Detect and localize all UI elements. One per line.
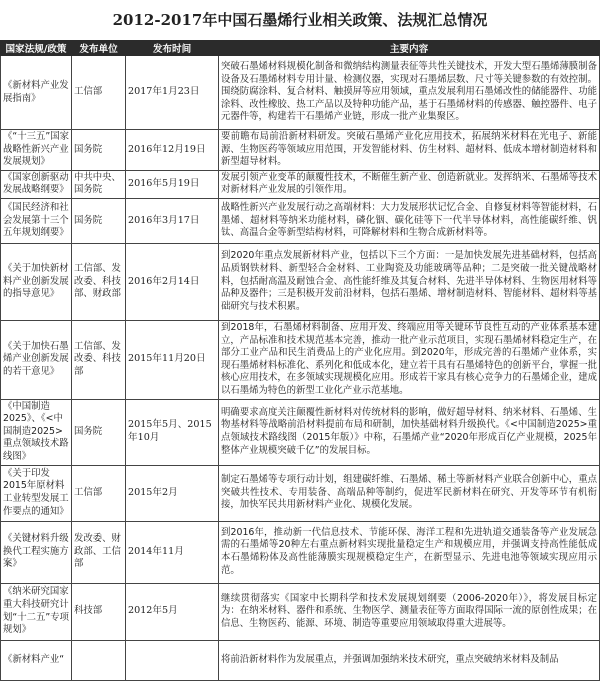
table-header — [1, 41, 600, 56]
table-row — [1, 170, 600, 198]
policy-cell: 《“十三五”国家战略性新兴产业发展规划》 — [1, 130, 72, 171]
header-policy: 国家法规/政策 — [1, 41, 72, 56]
policy-cell: 《关于加快新材料产业创新发展的指导意见》 — [1, 243, 72, 320]
date-cell: 2015年11月20日 — [126, 320, 219, 399]
table-row — [1, 399, 600, 465]
table-row — [1, 198, 600, 243]
header-date: 发布时间 — [126, 41, 219, 56]
content-cell: 到2016年，推动新一代信息技术、节能环保、海洋工程和先进轨道交通装备等产业发展急需的石墨烯等20种左右重点新材料实现批量稳定生产和规模应用，并强调支持高性能低成本石墨烯粉体及高性能薄膜实现规模稳定生产，在新型显示、先进电池等领域实现应用示范。 — [219, 521, 600, 583]
header-issuer: 发布单位 — [72, 41, 126, 56]
content-cell: 到2020年重点发展新材料产业，包括以下三个方面：一是加快发展先进基础材料，包括高品质钢铁材料、新型轻合金材料、工业陶瓷及功能玻璃等品种；二是突破一批关键战略材料，包括耐高温及耐蚀合金、高性能纤维及其复合材料、先进半导体材料、生物医用材料等品种及器件；三是积极开发前沿材料，包括石墨烯、增材制造材料、智能材料、超材料等基础研究与技术积累。 — [219, 243, 600, 320]
content-cell: 到2018年，石墨烯材料制备、应用开发、终端应用等关键环节良性互动的产业体系基本建立，产品标准和技术规范基本完善，推动一批产业示范项目，实现石墨烯材料稳定生产，在部分工业产品和民生消费品上的产业化应用。到2020年，形成完善的石墨烯产业体系，实现石墨烯材料标准化、系列化和低成本化，建立若干具有石墨烯特色的创新平台，掌握一批核心应用技术，在多领域实现规模化应用。形成若干家具有核心竞争力的石墨烯企业，建成以石墨烯为特色的新型工业化产业示范基地。 — [219, 320, 600, 399]
table-row — [1, 640, 600, 680]
issuer-cell: 工信部 — [72, 56, 126, 130]
issuer-cell: 工信部 — [72, 465, 126, 521]
date-cell: 2015年5月、2015年10月 — [126, 399, 219, 465]
table-row — [1, 130, 600, 171]
policy-cell: 《纳米研究国家重大科技研究计划“十二五”专项规划》 — [1, 583, 72, 640]
policy-cell: 《关键材料升级换代工程实施方案》 — [1, 521, 72, 583]
content-cell: 将前沿新材料作为发展重点，并强调加强纳米技术研究，重点突破纳米材料及制品 — [219, 640, 600, 680]
date-cell: 2017年1月23日 — [126, 56, 219, 130]
issuer-cell: 国务院 — [72, 399, 126, 465]
policy-cell: 《新材料产业“ — [1, 640, 72, 680]
policy-cell: 《国家创新驱动发展战略纲要》 — [1, 170, 72, 198]
date-cell: 2016年2月14日 — [126, 243, 219, 320]
content-cell: 明确要求高度关注颠覆性新材料对传统材料的影响，做好超导材料、纳米材料、石墨烯、生物基材料等战略前沿材料提前布局和研制，加快基础材料升级换代。《<中国制造2025>重点领域技术路线图（2015年版）》中称，石墨烯产业“2020年形成百亿产业规模，2025年整体产业规模突破千亿”的发展目标。 — [219, 399, 600, 465]
table-row — [1, 521, 600, 583]
issuer-cell: 发改委、财政部、工信部 — [72, 521, 126, 583]
content-cell: 继续贯彻落实《国家中长期科学和技术发展规划纲要（2006-2020年）》，将发展目标定为：在纳米材料、器件和系统、生物医学、测量表征等方面取得国际一流的原创性成果；在信息、生物医药、能源、环境、制造等重要应用领域取得重大进展等。 — [219, 583, 600, 640]
date-cell: 2014年11月 — [126, 521, 219, 583]
content-cell: 制定石墨烯等专项行动计划，组建碳纤维、石墨烯、稀土等新材料产业联合创新中心，重点突破共性技术、专用装备、高端品种等制约，促进军民新材料在研究、开发等环节有机衔接，加快军民共用新材料产业化、规模化发展。 — [219, 465, 600, 521]
date-cell — [126, 640, 219, 680]
policy-cell: 《中国制造2025》、《<中国制造2025>重点领域技术路线图》 — [1, 399, 72, 465]
issuer-cell: 工信部、发改委、科技部、财政部 — [72, 243, 126, 320]
content-cell: 战略性新兴产业发展行动之高端材料：大力发展形状记忆合金、自修复材料等智能材料，石墨烯、超材料等纳米功能材料，磷化铟、碳化硅等下一代半导体材料，高性能碳纤维、钒钛、高温合金等新型结构材料，可降解材料和生物合成新材料等。 — [219, 198, 600, 243]
date-cell: 2015年2月 — [126, 465, 219, 521]
policy-cell: 《关于印发2015年原材料工业转型发展工作要点的通知》 — [1, 465, 72, 521]
date-cell: 2012年5月 — [126, 583, 219, 640]
page-title: 2012-2017年中国石墨烯行业相关政策、法规汇总情况 — [112, 11, 488, 29]
policy-table — [0, 40, 600, 681]
policy-cell: 《国民经济和社会发展第十三个五年规划纲要》 — [1, 198, 72, 243]
issuer-cell — [72, 640, 126, 680]
date-cell: 2016年5月19日 — [126, 170, 219, 198]
issuer-cell: 工信部、发改委、科技部 — [72, 320, 126, 399]
table-row — [1, 320, 600, 399]
issuer-cell: 国务院 — [72, 198, 126, 243]
table-row — [1, 243, 600, 320]
date-cell: 2016年12月19日 — [126, 130, 219, 171]
issuer-cell: 科技部 — [72, 583, 126, 640]
policy-cell: 《关于加快石墨烯产业创新发展的若干意见》 — [1, 320, 72, 399]
content-cell: 突破石墨烯材料规模化制备和微纳结构测量表征等共性关键技术，开发大型石墨烯薄膜制备设备及石墨烯材料专用计量、检测仪器，实现对石墨烯层数、尺寸等关键参数的有效控制。围绕防腐涂料、复合材料、触摸屏等应用领域，重点发展利用石墨烯改性的储能器件、功能涂料、改性橡胶、热工产品以及特种功能产品，基于石墨烯材料的传感器、触控器件、电子元器件等，构建若干石墨烯产业链，形成一批产业集聚区。 — [219, 56, 600, 130]
issuer-cell: 中共中央、国务院 — [72, 170, 126, 198]
table-row — [1, 465, 600, 521]
date-cell: 2016年3月17日 — [126, 198, 219, 243]
content-cell: 发展引领产业变革的颠覆性技术，不断催生新产业、创造新就业。发挥纳米、石墨烯等技术对新材料产业发展的引领作用。 — [219, 170, 600, 198]
table-row — [1, 56, 600, 130]
content-cell: 要前瞻布局前沿新材料研发。突破石墨烯产业化应用技术，拓展纳米材料在光电子、新能源、生物医药等领域应用范围，开发智能材料、仿生材料、超材料、低成本增材制造材料和新型超导材料。 — [219, 130, 600, 171]
header-content: 主要内容 — [219, 41, 600, 56]
table-row — [1, 583, 600, 640]
policy-cell: 《新材料产业发展指南》 — [1, 56, 72, 130]
issuer-cell: 国务院 — [72, 130, 126, 171]
